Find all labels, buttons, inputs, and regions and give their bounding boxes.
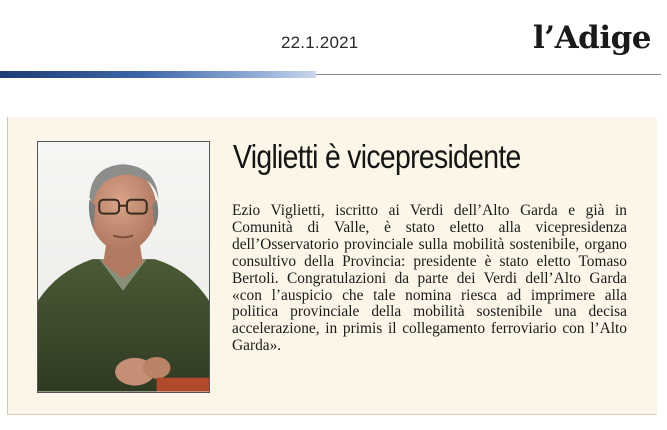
- portrait-illustration: [38, 142, 209, 392]
- header-accent-bar: [0, 71, 316, 78]
- header-rule-line: [316, 74, 661, 75]
- publication-date: 22.1.2021: [281, 33, 359, 52]
- portrait-photo: [37, 141, 210, 393]
- article-body: Ezio Viglietti, iscritto ai Verdi dell’Alto Garda e già in Comunità di Valle, è stato eletto alla vicepresidenza dell’Osservatorio provinciale sulla mobilità sostenibile, organo consultivo della Provincia: presidente è stato eletto Tomaso Bertoli. Congratulazioni da parte dei Verdi dell’Alto Garda «con l’auspicio che tale nomina riesca ad imprimere alla politica provinciale della mobilità sostenibile una decisa accelerazione, in primis il collegamento ferroviario con l’Alto Garda».: [232, 202, 627, 355]
- article-box: [7, 117, 657, 415]
- article-headline: Viglietti è vicepresidente: [233, 138, 521, 175]
- page-header: [0, 0, 667, 80]
- newspaper-logo: l’Adige: [533, 20, 651, 56]
